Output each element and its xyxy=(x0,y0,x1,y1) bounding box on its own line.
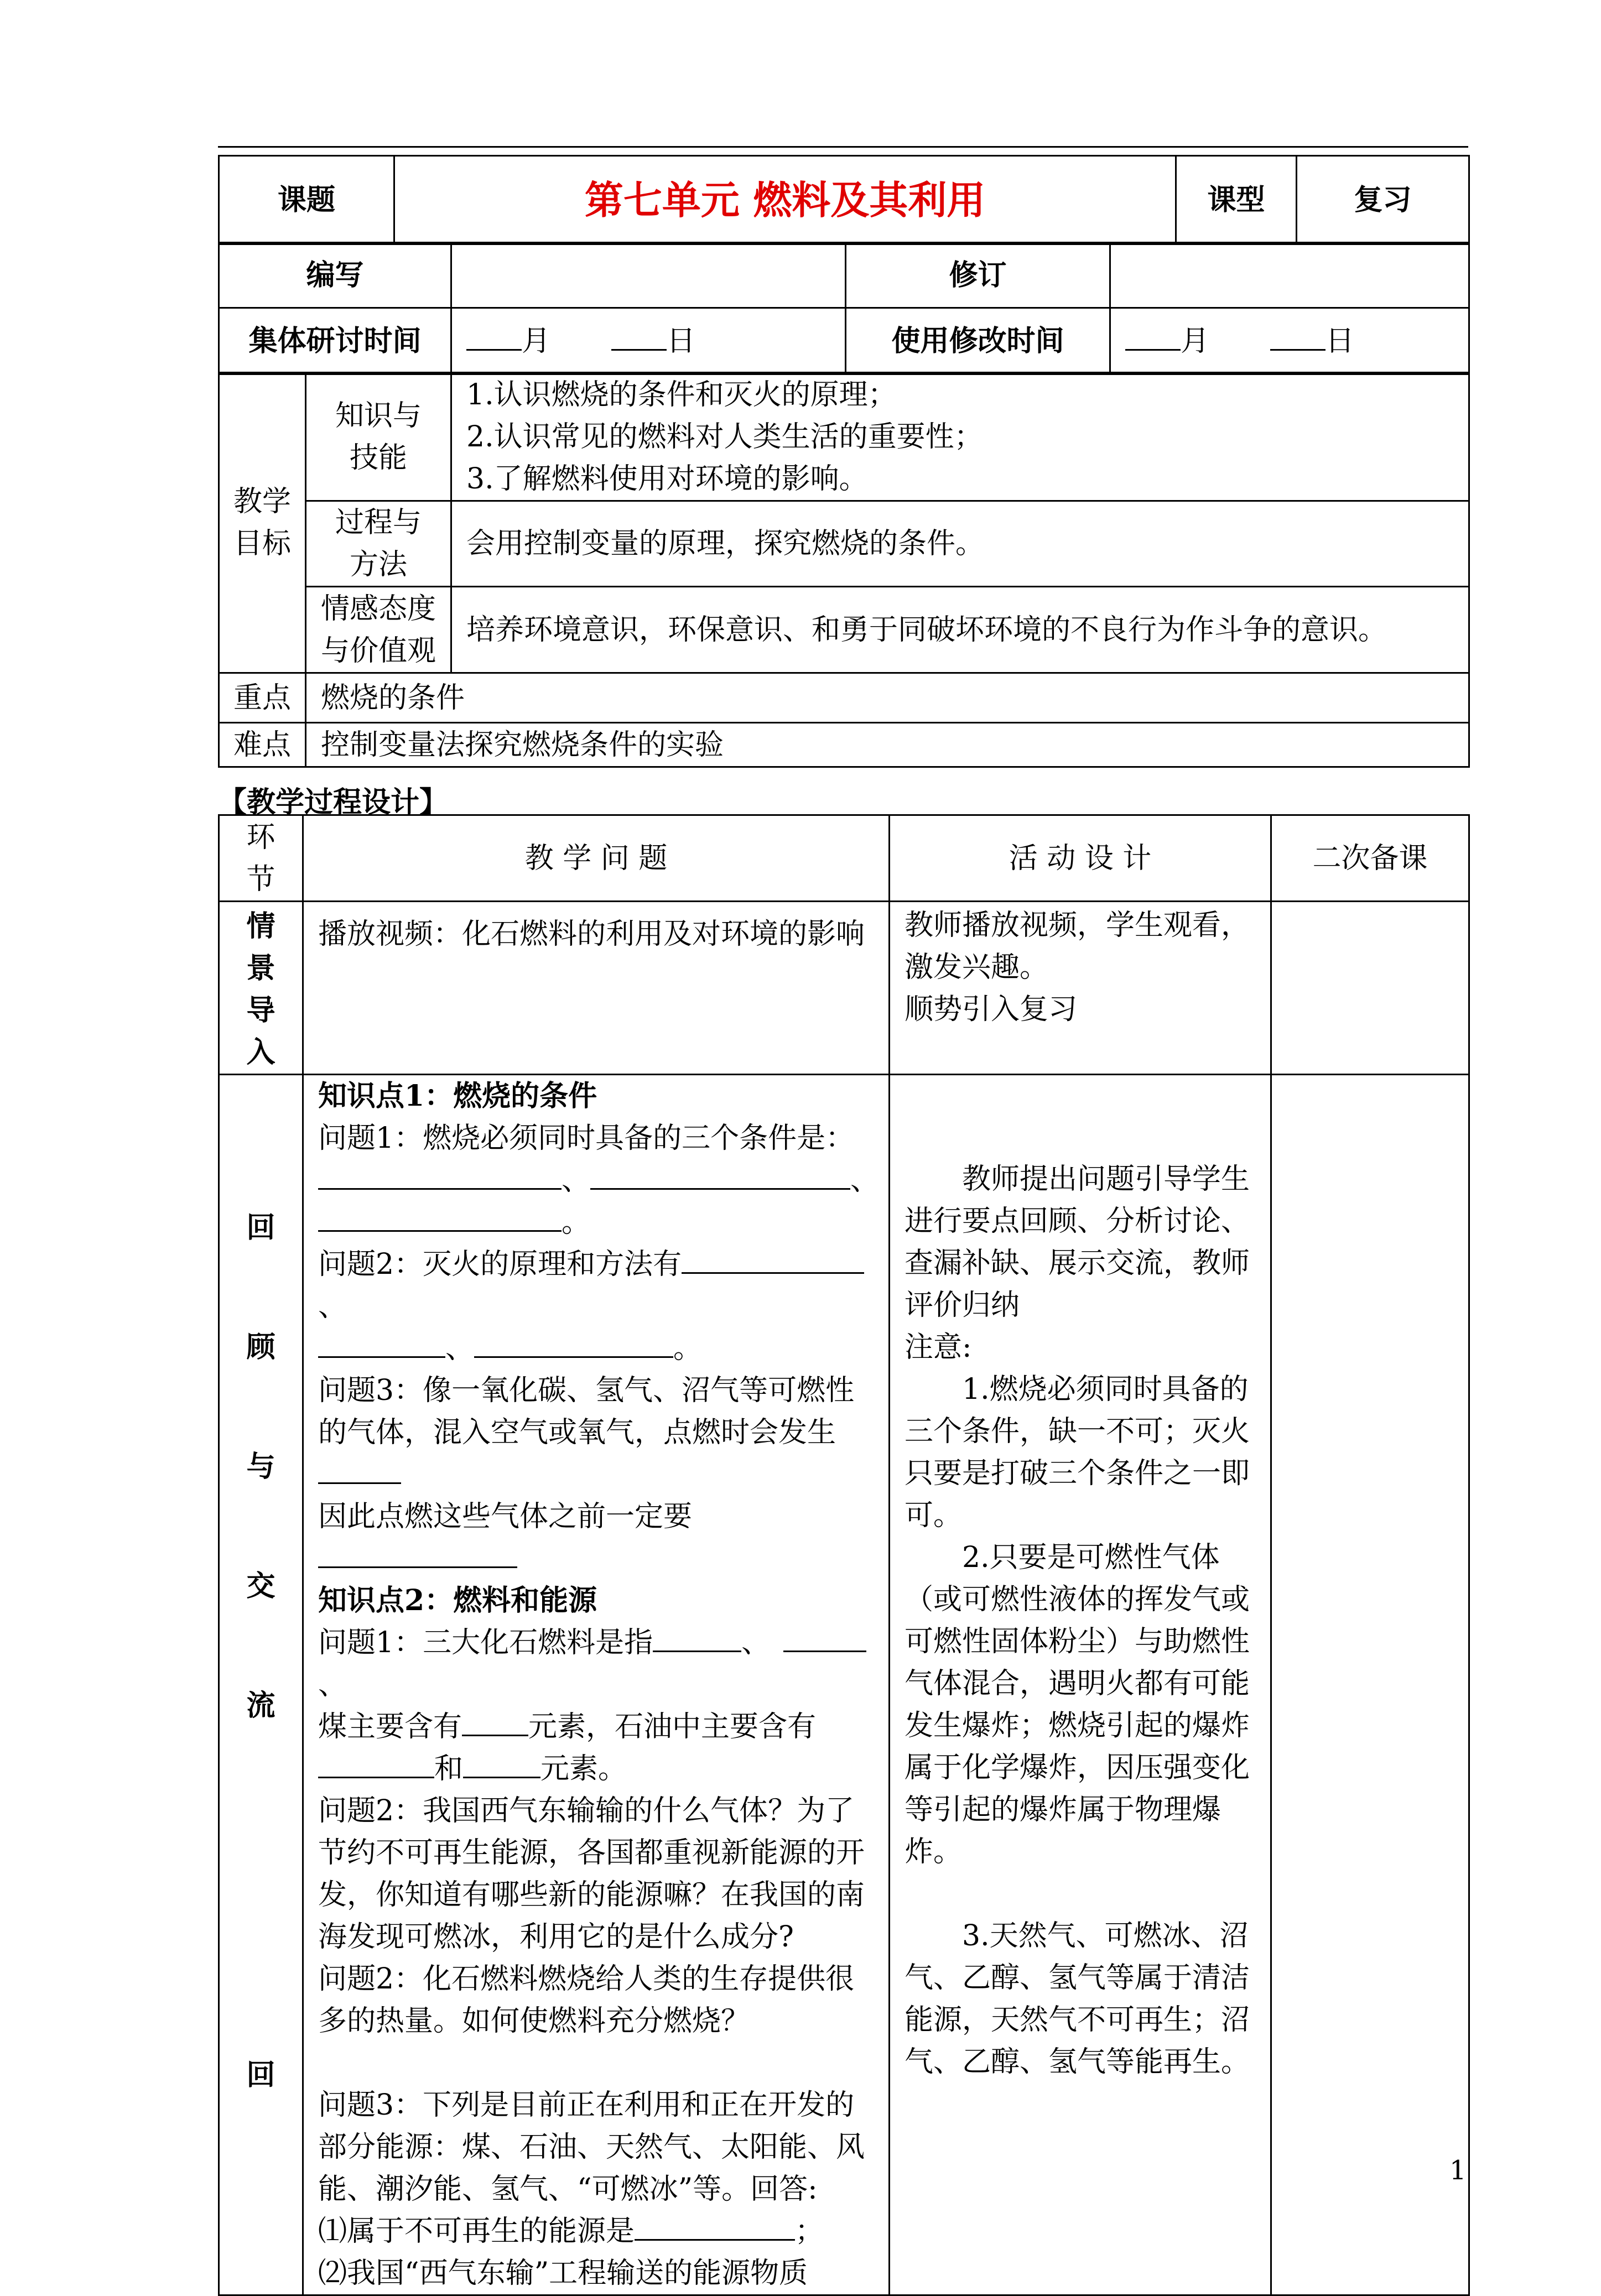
stage-review: 回 顾 与 交 流 回 xyxy=(219,1075,303,2295)
header-rule xyxy=(218,146,1468,148)
col-question-header: 教 学 问 题 xyxy=(303,815,890,902)
review-second xyxy=(1271,1075,1469,2295)
review-questions: 知识点1：燃烧的条件 问题1：燃烧必须同时具备的三个条件是： 、 、 。 问题2：灭火的原理和方法有、 、 。 问题3：像一氧化碳、氢气、沼气等可燃性的气体，混入空气或氧气，点燃时会发生 因此点燃这些气体之前一定要 知识点2：燃料和能源 问题1：三大化石燃料是指 、、 煤主要含有 元素，石油中主要含有 和 元素。 问题2：我国西气东输输的什么气体？为了节约不可再生能源，各国都重视新能源的开发，你知道有哪些新的能源嘛？在我国的南海发现可燃冰，利用它的是什么成分? 问题2：化石燃料燃烧给人类的生存提供很多的热量。如何使燃料充分燃烧？ 问题3：下列是目前正在利用和正在开发的部分能源：煤、石油、天然气、太阳能、风能、潮汐能、氢气、“可燃冰”等。回答: ⑴属于不可再生的能源是 ； ⑵我国“西气东输”工程输送的能源物质 xyxy=(303,1075,890,2295)
goal-items-attitude: 培养环境意识，环保意识、和勇于同破坏环境的不良行为作斗争的意识。 xyxy=(451,587,1469,673)
col-second-header: 二次备课 xyxy=(1271,815,1469,902)
goal-category-attitude: 情感态度与价值观 xyxy=(306,587,451,673)
use-time-value: 月 日 xyxy=(1110,308,1469,374)
difficulty-label: 难点 xyxy=(219,723,306,767)
kp1-title: 知识点1：燃烧的条件 xyxy=(318,1079,597,1113)
topic-label: 课题 xyxy=(219,156,394,244)
blank-field[interactable] xyxy=(590,1159,850,1190)
author-label: 编写 xyxy=(219,243,451,308)
col-stage-header: 环节 xyxy=(219,815,303,902)
use-time-label: 使用修改时间 xyxy=(846,308,1110,374)
revise-label: 修订 xyxy=(846,243,1110,308)
topic-title: 第七单元 燃料及其利用 xyxy=(394,156,1176,244)
goals-table xyxy=(218,372,1470,768)
blank-field[interactable] xyxy=(318,1327,445,1358)
intro-second xyxy=(1271,902,1469,1075)
goals-label: 教学目标 xyxy=(219,373,306,673)
author-value xyxy=(451,243,846,308)
key-point-value: 燃烧的条件 xyxy=(306,673,1469,723)
blank-field[interactable] xyxy=(318,1748,434,1778)
kp2-title: 知识点2：燃料和能源 xyxy=(318,1584,597,1617)
process-section-title: 【教学过程设计】 xyxy=(218,785,449,819)
blank-field[interactable] xyxy=(682,1243,864,1274)
goal-category-process: 过程与方法 xyxy=(306,501,451,587)
blank-field[interactable] xyxy=(463,1748,540,1778)
intro-question: 播放视频：化石燃料的利用及对环境的影响 xyxy=(303,902,890,1075)
type-label: 课型 xyxy=(1176,156,1297,244)
blank-field[interactable] xyxy=(318,1454,401,1484)
type-value: 复习 xyxy=(1297,156,1469,244)
goal-category-knowledge: 知识与技能 xyxy=(306,373,451,501)
review-activity: 教师提出问题引导学生进行要点回顾、分析讨论、查漏补缺、展示交流，教师评价归纳 注意: 1.燃烧必须同时具备的三个条件，缺一不可；灭火只要是打破三个条件之一即可。 2.只要是可燃性气体（或可燃性液体的挥发气或可燃性固体粉尘）与助燃性气体混合，遇明火都有可能发生爆炸；燃烧引起的爆炸属于化学爆炸，因压强变化等引起的爆炸属于物理爆炸。 3.天然气、可燃冰、沼气、乙醇、氢气等属于清洁能源，天然气不可再生；沼气、乙醇、氢气等能再生。 xyxy=(890,1075,1271,2295)
lesson-meta-table xyxy=(218,242,1470,375)
blank-field[interactable] xyxy=(653,1622,741,1652)
study-time-value: 月 日 xyxy=(451,308,846,374)
revise-value xyxy=(1110,243,1469,308)
key-point-label: 重点 xyxy=(219,673,306,723)
blank-field[interactable] xyxy=(318,1538,517,1568)
blank-field[interactable] xyxy=(318,1159,562,1190)
blank-field[interactable] xyxy=(783,1622,866,1652)
goal-items-knowledge: 1.认识燃烧的条件和灭火的原理； 2.认识常见的燃料对人类生活的重要性； 3.了解燃料使用对环境的影响。 xyxy=(451,373,1469,501)
lesson-info-table xyxy=(218,155,1470,245)
intro-activity: 教师播放视频，学生观看，激发兴趣。 顺势引入复习 xyxy=(890,902,1271,1075)
page-number: 1 xyxy=(1449,2155,1467,2186)
blank-field[interactable] xyxy=(462,1706,528,1736)
stage-intro: 情景导入 xyxy=(219,902,303,1075)
blank-field[interactable] xyxy=(318,1201,562,1232)
goal-items-process: 会用控制变量的原理，探究燃烧的条件。 xyxy=(451,501,1469,587)
process-table xyxy=(218,814,1470,2296)
blank-field[interactable] xyxy=(474,1327,673,1358)
difficulty-value: 控制变量法探究燃烧条件的实验 xyxy=(306,723,1469,767)
blank-field[interactable] xyxy=(635,2210,795,2241)
study-time-label: 集体研讨时间 xyxy=(219,308,451,374)
col-activity-header: 活 动 设 计 xyxy=(890,815,1271,902)
